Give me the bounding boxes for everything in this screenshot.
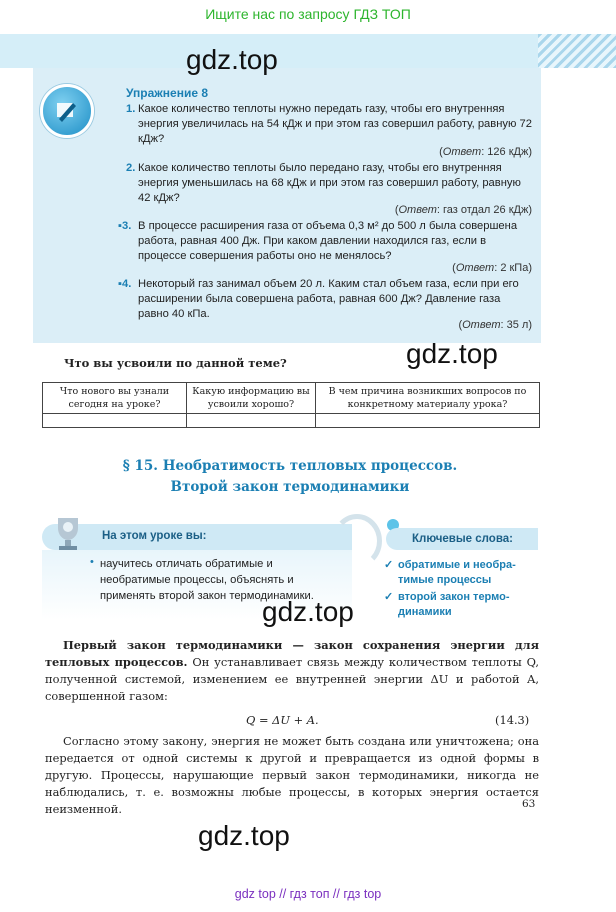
item-number: ▪3.: [118, 220, 132, 232]
exercise-title: Упражнение 8: [126, 86, 208, 100]
table-header-cell: В чем причина возникших вопросов по конкретному материалу урока?: [316, 383, 540, 414]
answer-value: : 126 кДж): [481, 146, 532, 158]
answer-label: Ответ: [398, 204, 437, 216]
table-header-cell: Какую информацию вы усвоили хорошо?: [187, 383, 316, 414]
lesson-text: научитесь отличать обратимые и необратимые процессы, объяснять и применять второй закон термодинамики.: [100, 558, 314, 602]
table-cell[interactable]: [316, 414, 540, 428]
keyword-item: [384, 590, 534, 620]
paragraph-1-bold: Первый закон термодинамики — закон сохранения энергии для тепловых процессов.: [45, 638, 539, 669]
exercise-item: [126, 161, 532, 206]
paragraph-2: Согласно этому закону, энергия не может быть создана или уничтожена; она передается от одной системы к другой и превращается из одной формы в другую. Процессы, нарушающие первый закон термодинамики, никогда не наблюдались, т. е. возможны любые процессы, в которых энергия остается неизменной.: [45, 734, 539, 816]
answer-value: : 35 л): [500, 319, 532, 331]
check-icon: ✓: [384, 591, 394, 603]
answer: (Ответ: 126 кДж): [439, 146, 532, 158]
keyword-item: [384, 558, 534, 588]
table-header-cell: Что нового вы узнали сегодня на уроке?: [43, 383, 187, 414]
top-banner[interactable]: Ищите нас по запросу ГДЗ ТОП: [205, 6, 411, 22]
watermark: gdz.top: [198, 820, 290, 851]
reflection-title: Что вы усвоили по данной теме?: [64, 356, 287, 370]
table-row: [43, 414, 540, 428]
watermark: gdz.top: [186, 44, 278, 75]
section-title-line2: Второй закон термодинамики: [170, 479, 410, 495]
answer: (Ответ: газ отдал 26 кДж): [394, 204, 532, 216]
item-number: 1.: [126, 103, 136, 115]
section-title: [0, 456, 580, 498]
keywords-title: Ключевые слова:: [412, 533, 513, 545]
trophy-icon: [50, 514, 86, 554]
answer: (Ответ: 35 л): [458, 319, 532, 331]
table-cell[interactable]: [187, 414, 316, 428]
item-text: Какое количество теплоты нужно передать газу, чтобы его внутренняя энергия увеличилась на 54 кДж и при этом газ совершил работу, равную 72 кДж?: [138, 103, 532, 145]
exercise-item: [118, 219, 532, 264]
paragraph-1-text: Он устанавливает связь между количеством теплоты Q, полученной системой, изменением ее внутренней энергии ΔU и работой A, совершенной газом:: [45, 655, 539, 703]
item-number: ▪4.: [118, 278, 132, 290]
exercise-item: [118, 277, 532, 322]
formula: Q = ΔU + A.: [246, 713, 319, 727]
exercise-item: [126, 102, 532, 147]
answer: (Ответ: 2 кПа): [452, 262, 532, 274]
paragraph-1: [45, 637, 539, 705]
page-number: 63: [522, 798, 536, 810]
answer-label: Ответ: [442, 146, 482, 158]
keyword-text: обратимые и необра-тимые процессы: [398, 559, 516, 586]
watermark: gdz.top: [406, 338, 498, 369]
lesson-title: На этом уроке вы:: [102, 530, 207, 542]
section-title-line1: § 15. Необратимость тепловых процессов.: [122, 458, 458, 474]
bullet: •: [90, 556, 94, 568]
item-text: В процессе расширения газа от объема 0,3 м² до 500 л была совершена работа, равная 400 Дж. При каком давлении находился газ, если в процессе совершения работы оно не менялось?: [138, 220, 518, 262]
item-number: 2.: [126, 162, 136, 174]
keywords-list: [384, 558, 534, 620]
reflection-table: [42, 382, 540, 428]
watermark: gdz.top: [262, 596, 354, 627]
answer-value: : 2 кПа): [494, 262, 532, 274]
answer-label: Ответ: [455, 262, 495, 274]
check-icon: ✓: [384, 559, 394, 571]
header-band: [0, 34, 616, 68]
table-row: [43, 383, 540, 414]
item-text: Какое количество теплоты было передано газу, чтобы его внутренняя энергия уменьшилась на 68 кДж и при этом газ совершил работу, равную 42 кДж?: [138, 162, 521, 204]
footer-links[interactable]: gdz top // гдз топ // гдз top: [234, 887, 382, 901]
pencil-icon: [40, 84, 94, 138]
table-cell[interactable]: [43, 414, 187, 428]
keyword-text: второй закон термо-динамики: [398, 591, 510, 618]
answer-label: Ответ: [462, 319, 501, 331]
answer-value: : газ отдал 26 кДж): [436, 204, 532, 216]
formula-number: (14.3): [495, 713, 530, 727]
item-text: Некоторый газ занимал объем 20 л. Каким стал объем газа, если при его расширении была совершена работа, равная 600 Дж? Давление газа равно 40 кПа.: [138, 278, 519, 320]
header-stripes: [538, 34, 616, 68]
